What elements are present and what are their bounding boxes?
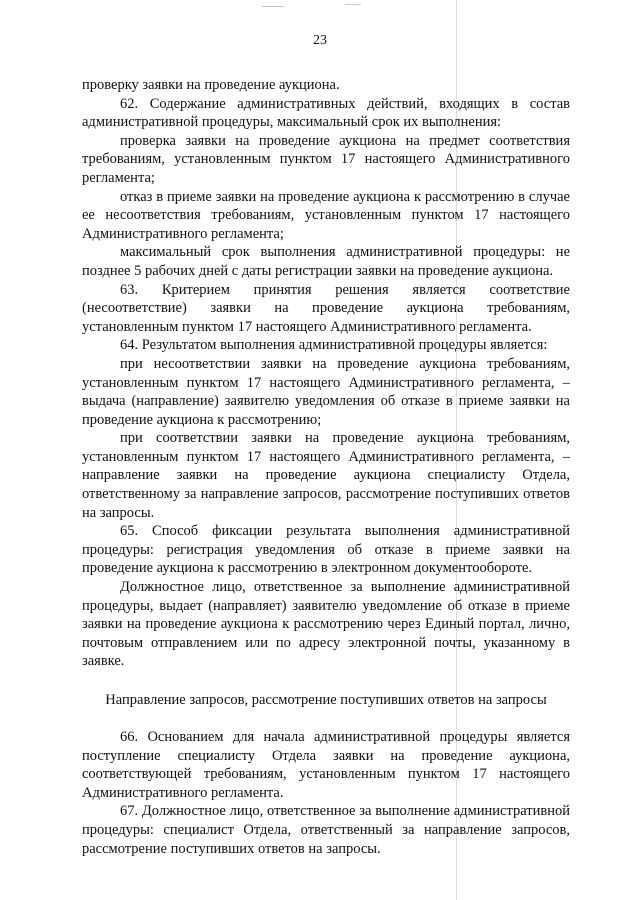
paragraph: 67. Должностное лицо, ответственное за выполнение административной процедуры: специалист Отдела, ответственный за направление запросов, рассмотрение поступивших ответов на запросы. xyxy=(82,803,570,857)
paragraph: 64. Результатом выполнения административной процедуры является: xyxy=(120,337,548,354)
paragraph: при соответствии заявки на проведение аукциона требованиям, установленным пунктом 17 настоящего Административного регламента, – направление заявки на проведение аукциона специалисту Отдела, ответственному за направление запросов, рассмотрение поступивших ответов на запросы. xyxy=(82,430,570,521)
paragraph: 66. Основанием для начала административной процедуры является поступление специалисту Отдела заявки на проведение аукциона, соответствующей требованиям, установленным пунктом 17 настоящего Административного регламента. xyxy=(82,729,570,801)
paragraph: проверку заявки на проведение аукциона. xyxy=(82,77,340,93)
paragraph: при несоответствии заявки на проведение аукциона требованиям, установленным пунктом 17 настоящего Административного регламента, – выдача (направление) заявителю уведомления об отказе в приеме заявки на проведение аукциона к рассмотрению; xyxy=(82,355,570,428)
paragraph: 63. Критерием принятия решения является соответствие (несоответствие) заявки на проведение аукциона требованиям, установленным пунктом 17 настоящего Административного регламента. xyxy=(82,281,570,335)
paragraph: 62. Содержание административных действий, входящих в состав административной процедуры, максимальный срок их выполнения: xyxy=(82,95,570,131)
page-number: 23 xyxy=(313,33,327,48)
paragraph: Должностное лицо, ответственное за выполнение административной процедуры, выдает (направляет) заявителю уведомление об отказе в приеме заявки на проведение аукциона к рассмотрению через Единый портал, лично, почтовым отправлением или по адресу электронной почты, указанному в заявке. xyxy=(82,579,570,670)
paragraph: отказ в приеме заявки на проведение аукциона к рассмотрению в случае ее несоответствия требованиям, установленным пунктом 17 настоящего Административного регламента; xyxy=(82,188,570,242)
scan-speck-top xyxy=(262,6,284,7)
document-body xyxy=(82,76,570,858)
paragraph: 65. Способ фиксации результата выполнения административной процедуры: регистрация уведомления об отказе в приеме заявки на проведение аукциона к рассмотрению в электронном документообороте. xyxy=(82,523,570,577)
paragraph: проверка заявки на проведение аукциона на предмет соответствия требованиям, установленным пунктом 17 настоящего Административного регламента; xyxy=(82,132,570,186)
section-heading: Направление запросов, рассмотрение поступивших ответов на запросы xyxy=(105,692,547,708)
paragraph: максимальный срок выполнения административной процедуры: не позднее 5 рабочих дней с даты регистрации заявки на проведение аукциона. xyxy=(82,244,570,279)
scan-speck-top xyxy=(345,4,361,5)
